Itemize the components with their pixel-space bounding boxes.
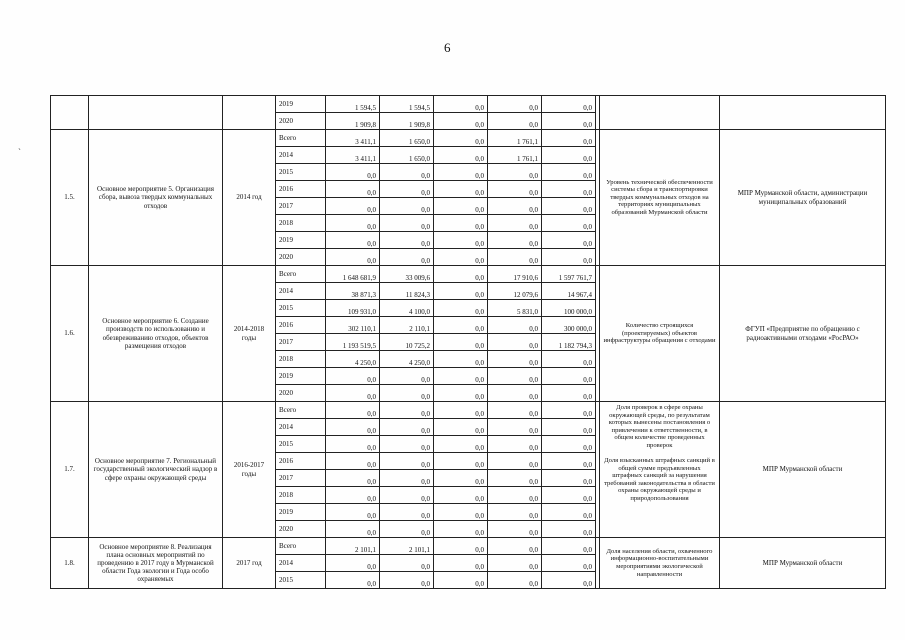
amount-cell: 0,0 (434, 113, 488, 130)
indicator-text: Уровень технической обеспеченности системы сбора и транспортировки твердых коммунальных отходов на территориях муниципальных образований Мурманской области (606, 178, 713, 216)
year-cell: 2020 (276, 521, 326, 538)
year-cell: 2020 (276, 113, 326, 130)
amount-cell: 0,0 (488, 402, 542, 419)
amount-cell: 14 967,4 (542, 283, 596, 300)
table-row (51, 130, 886, 147)
amount-cell: 302 110,1 (326, 317, 380, 334)
amount-cell: 0,0 (488, 555, 542, 572)
amount-cell: 0,0 (326, 521, 380, 538)
amount-cell: 0,0 (380, 215, 434, 232)
amount-cell: 0,0 (488, 113, 542, 130)
indicator-cell (600, 266, 720, 402)
amount-cell: 0,0 (488, 419, 542, 436)
amount-cell: 0,0 (488, 351, 542, 368)
amount-cell: 1 594,5 (380, 96, 434, 113)
amount-cell: 0,0 (488, 164, 542, 181)
amount-cell: 33 009,6 (380, 266, 434, 283)
amount-cell: 0,0 (488, 232, 542, 249)
amount-cell: 1 650,0 (380, 147, 434, 164)
year-cell: 2016 (276, 317, 326, 334)
year-cell: 2019 (276, 96, 326, 113)
amount-cell: 0,0 (326, 215, 380, 232)
period-cell: 2016-2017 годы (223, 402, 276, 538)
item-number-cell (51, 96, 89, 130)
amount-cell: 300 000,0 (542, 317, 596, 334)
page-number: 6 (444, 40, 451, 55)
amount-cell: 0,0 (488, 334, 542, 351)
year-cell: 2016 (276, 453, 326, 470)
table-row (51, 402, 886, 419)
amount-cell: 109 931,0 (326, 300, 380, 317)
amount-cell: 0,0 (434, 266, 488, 283)
amount-cell: 0,0 (326, 181, 380, 198)
amount-cell: 0,0 (326, 504, 380, 521)
amount-cell: 0,0 (434, 232, 488, 249)
amount-cell: 0,0 (488, 521, 542, 538)
amount-cell: 0,0 (488, 96, 542, 113)
activity-name-cell: Основное мероприятие 5. Организация сбора, вывоза твердых коммунальных отходов (89, 130, 223, 266)
amount-cell: 0,0 (326, 249, 380, 266)
amount-cell: 0,0 (542, 470, 596, 487)
amount-cell: 0,0 (326, 164, 380, 181)
item-number-cell: 1.8. (51, 538, 89, 589)
amount-cell: 0,0 (542, 385, 596, 402)
indicator-cell (600, 96, 720, 130)
amount-cell: 4 100,0 (380, 300, 434, 317)
amount-cell: 1 909,8 (380, 113, 434, 130)
amount-cell: 0,0 (380, 572, 434, 589)
year-cell: 2014 (276, 283, 326, 300)
amount-cell: 0,0 (542, 419, 596, 436)
year-cell: 2016 (276, 181, 326, 198)
amount-cell: 0,0 (380, 402, 434, 419)
amount-cell: 0,0 (542, 402, 596, 419)
item-number-cell: 1.6. (51, 266, 89, 402)
amount-cell: 11 824,3 (380, 283, 434, 300)
amount-cell: 0,0 (488, 385, 542, 402)
amount-cell: 0,0 (380, 249, 434, 266)
amount-cell: 0,0 (380, 419, 434, 436)
amount-cell: 0,0 (326, 487, 380, 504)
amount-cell: 0,0 (542, 538, 596, 555)
amount-cell: 0,0 (542, 164, 596, 181)
amount-cell: 0,0 (326, 419, 380, 436)
amount-cell: 0,0 (380, 181, 434, 198)
indicator-text: Количество строящихся (проектируемых) объектов инфраструктуры обращения с отходами (603, 322, 716, 345)
executor-cell: МПР Мурманской области, администрации муниципальных образований (720, 130, 886, 266)
amount-cell: 0,0 (326, 232, 380, 249)
item-number-cell: 1.7. (51, 402, 89, 538)
year-cell: 2020 (276, 249, 326, 266)
amount-cell: 0,0 (488, 317, 542, 334)
amount-cell: 0,0 (434, 147, 488, 164)
amount-cell: 0,0 (488, 368, 542, 385)
amount-cell: 0,0 (542, 555, 596, 572)
amount-cell: 1 193 519,5 (326, 334, 380, 351)
amount-cell: 0,0 (542, 351, 596, 368)
year-cell: 2014 (276, 147, 326, 164)
amount-cell: 0,0 (434, 453, 488, 470)
year-cell: 2015 (276, 164, 326, 181)
year-cell: 2017 (276, 334, 326, 351)
amount-cell: 1 909,8 (326, 113, 380, 130)
amount-cell: 0,0 (434, 487, 488, 504)
activity-name-cell: Основное мероприятие 8. Реализация плана основных мероприятий по проведению в 2017 году в Мурманской области Года экологии и Года особо охраняемых (89, 538, 223, 589)
amount-cell: 0,0 (434, 164, 488, 181)
amount-cell: 0,0 (434, 436, 488, 453)
amount-cell: 0,0 (326, 402, 380, 419)
amount-cell: 0,0 (434, 351, 488, 368)
program-activities-table (50, 95, 886, 589)
year-cell: 2017 (276, 198, 326, 215)
year-cell: Всего (276, 402, 326, 419)
amount-cell: 5 831,0 (488, 300, 542, 317)
amount-cell: 0,0 (380, 436, 434, 453)
amount-cell: 0,0 (542, 232, 596, 249)
scan-artifact-mark: ` (18, 147, 21, 157)
amount-cell: 0,0 (542, 504, 596, 521)
amount-cell: 0,0 (434, 402, 488, 419)
executor-cell: МПР Мурманской области (720, 538, 886, 589)
amount-cell: 0,0 (434, 181, 488, 198)
amount-cell: 0,0 (434, 283, 488, 300)
amount-cell: 1 594,5 (326, 96, 380, 113)
amount-cell: 0,0 (488, 504, 542, 521)
amount-cell: 0,0 (380, 555, 434, 572)
amount-cell: 0,0 (326, 436, 380, 453)
amount-cell: 0,0 (434, 215, 488, 232)
year-cell: 2017 (276, 470, 326, 487)
amount-cell: 0,0 (326, 385, 380, 402)
amount-cell: 0,0 (434, 317, 488, 334)
amount-cell: 0,0 (380, 368, 434, 385)
amount-cell: 0,0 (542, 130, 596, 147)
amount-cell: 0,0 (326, 198, 380, 215)
amount-cell: 0,0 (434, 572, 488, 589)
amount-cell: 1 761,1 (488, 130, 542, 147)
amount-cell: 0,0 (488, 198, 542, 215)
indicator-text: Доля проверок в сфере охраны окружающей среды, по результатам которых вынесены постановления о привлечении к ответственности, в общем количестве проведенных проверок Доля взысканных штрафных санкций в общей сумме предъявленных штрафных санкций за нарушения требований законодательства в области охраны окружающей среды и природопользования (604, 404, 715, 502)
year-cell: 2019 (276, 368, 326, 385)
table-row (51, 96, 886, 113)
period-cell: 2014-2018 годы (223, 266, 276, 402)
period-cell (223, 96, 276, 130)
amount-cell: 100 000,0 (542, 300, 596, 317)
amount-cell: 0,0 (488, 249, 542, 266)
amount-cell: 0,0 (434, 368, 488, 385)
amount-cell: 0,0 (326, 368, 380, 385)
indicator-cell (600, 130, 720, 266)
amount-cell: 0,0 (434, 96, 488, 113)
table-row (51, 538, 886, 555)
amount-cell: 0,0 (542, 147, 596, 164)
amount-cell: 1 650,0 (380, 130, 434, 147)
amount-cell: 0,0 (488, 572, 542, 589)
amount-cell: 3 411,1 (326, 147, 380, 164)
item-number-cell: 1.5. (51, 130, 89, 266)
amount-cell: 0,0 (542, 572, 596, 589)
amount-cell: 0,0 (434, 249, 488, 266)
period-cell: 2014 год (223, 130, 276, 266)
year-cell: 2020 (276, 385, 326, 402)
amount-cell: 0,0 (434, 470, 488, 487)
amount-cell: 17 910,6 (488, 266, 542, 283)
year-cell: 2014 (276, 555, 326, 572)
amount-cell: 0,0 (542, 181, 596, 198)
amount-cell: 0,0 (488, 215, 542, 232)
amount-cell: 0,0 (488, 181, 542, 198)
activity-name-cell: Основное мероприятие 7. Региональный государственный экологический надзор в сфере охраны окружающей среды (89, 402, 223, 538)
amount-cell: 0,0 (380, 453, 434, 470)
amount-cell: 0,0 (326, 470, 380, 487)
amount-cell: 0,0 (380, 385, 434, 402)
amount-cell: 1 761,1 (488, 147, 542, 164)
amount-cell: 0,0 (434, 504, 488, 521)
amount-cell: 0,0 (326, 453, 380, 470)
year-cell: 2018 (276, 215, 326, 232)
executor-cell (720, 96, 886, 130)
amount-cell: 3 411,1 (326, 130, 380, 147)
period-cell: 2017 год (223, 538, 276, 589)
indicator-cell (600, 538, 720, 589)
amount-cell: 1 597 761,7 (542, 266, 596, 283)
amount-cell: 0,0 (434, 130, 488, 147)
amount-cell: 2 101,1 (326, 538, 380, 555)
amount-cell: 0,0 (542, 96, 596, 113)
year-cell: Всего (276, 130, 326, 147)
amount-cell: 0,0 (380, 164, 434, 181)
amount-cell: 0,0 (326, 555, 380, 572)
amount-cell: 2 110,1 (380, 317, 434, 334)
amount-cell: 4 250,0 (326, 351, 380, 368)
amount-cell: 0,0 (434, 385, 488, 402)
amount-cell: 4 250,0 (380, 351, 434, 368)
indicator-text: Доля населения области, охваченного информационно-воспитательными мероприятиями экологической направленности (606, 547, 713, 578)
amount-cell: 0,0 (542, 113, 596, 130)
amount-cell: 0,0 (488, 487, 542, 504)
amount-cell: 0,0 (434, 334, 488, 351)
amount-cell: 0,0 (488, 470, 542, 487)
amount-cell: 0,0 (488, 453, 542, 470)
activity-name-cell (89, 96, 223, 130)
executor-cell: ФГУП «Предприятие по обращению с радиоактивными отходами «РосРАО» (720, 266, 886, 402)
amount-cell: 0,0 (380, 470, 434, 487)
amount-cell: 1 182 794,3 (542, 334, 596, 351)
amount-cell: 38 871,3 (326, 283, 380, 300)
amount-cell: 0,0 (380, 521, 434, 538)
year-cell: 2019 (276, 232, 326, 249)
year-cell: 2015 (276, 572, 326, 589)
year-cell: 2014 (276, 419, 326, 436)
year-cell: Всего (276, 266, 326, 283)
table-row (51, 266, 886, 283)
amount-cell: 12 079,6 (488, 283, 542, 300)
year-cell: 2019 (276, 504, 326, 521)
amount-cell: 1 648 681,9 (326, 266, 380, 283)
amount-cell: 0,0 (542, 521, 596, 538)
year-cell: 2015 (276, 436, 326, 453)
amount-cell: 0,0 (434, 198, 488, 215)
amount-cell: 0,0 (380, 232, 434, 249)
amount-cell: 0,0 (434, 300, 488, 317)
amount-cell: 0,0 (380, 198, 434, 215)
amount-cell: 0,0 (542, 453, 596, 470)
amount-cell: 0,0 (542, 487, 596, 504)
year-cell: Всего (276, 538, 326, 555)
amount-cell: 0,0 (434, 419, 488, 436)
amount-cell: 0,0 (434, 538, 488, 555)
amount-cell: 0,0 (542, 368, 596, 385)
indicator-cell (600, 402, 720, 538)
amount-cell: 0,0 (542, 198, 596, 215)
year-cell: 2018 (276, 351, 326, 368)
executor-cell: МПР Мурманской области (720, 402, 886, 538)
amount-cell: 0,0 (380, 487, 434, 504)
year-cell: 2015 (276, 300, 326, 317)
amount-cell: 10 725,2 (380, 334, 434, 351)
amount-cell: 0,0 (488, 436, 542, 453)
amount-cell: 0,0 (380, 504, 434, 521)
activity-name-cell: Основное мероприятие 6. Создание производств по использованию и обезвреживанию отходов, объектов размещения отходов (89, 266, 223, 402)
amount-cell: 0,0 (542, 436, 596, 453)
amount-cell: 0,0 (434, 555, 488, 572)
amount-cell: 2 101,1 (380, 538, 434, 555)
amount-cell: 0,0 (542, 249, 596, 266)
amount-cell: 0,0 (434, 521, 488, 538)
amount-cell: 0,0 (542, 215, 596, 232)
year-cell: 2018 (276, 487, 326, 504)
amount-cell: 0,0 (488, 538, 542, 555)
amount-cell: 0,0 (326, 572, 380, 589)
